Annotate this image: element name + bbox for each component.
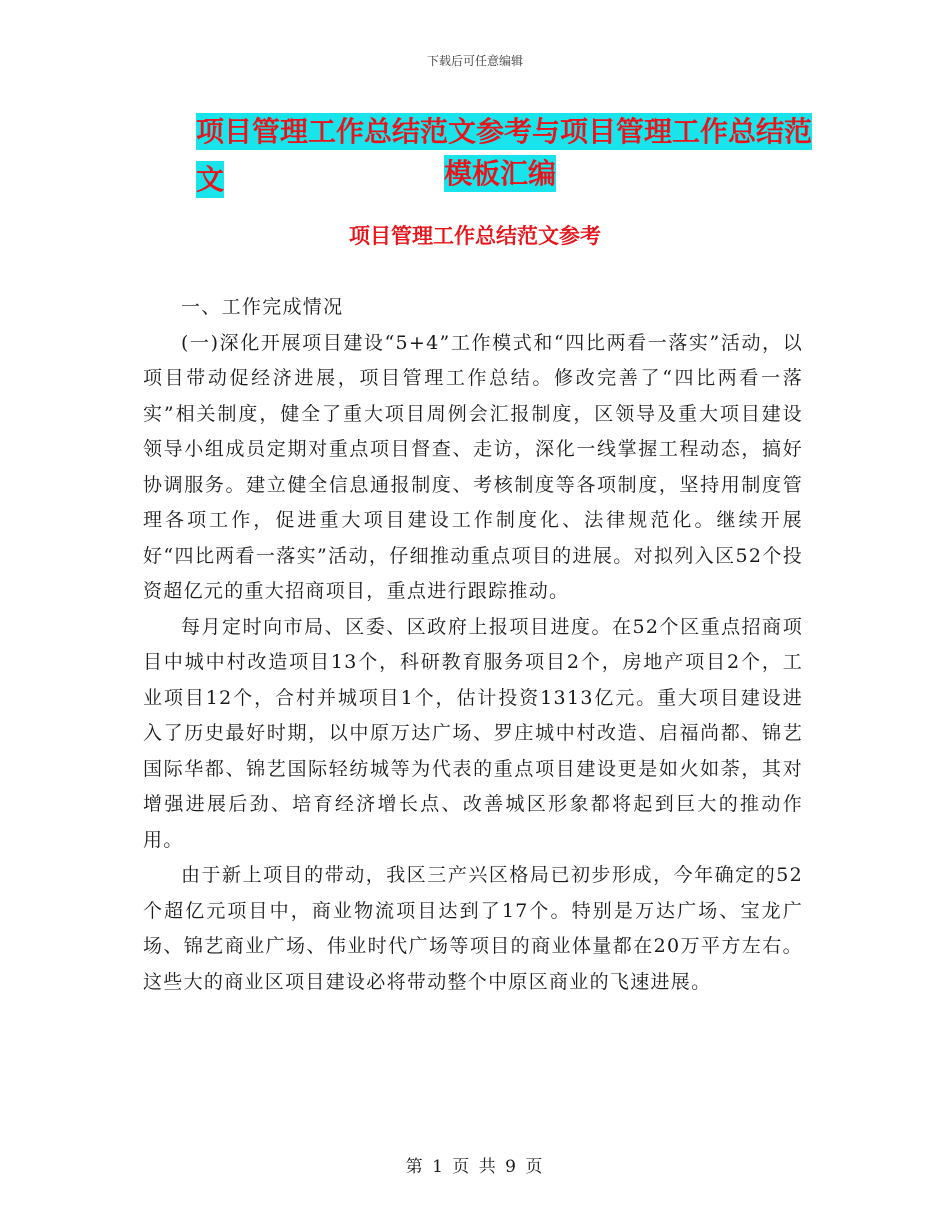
document-title-text-2: 模板汇编 <box>443 157 556 190</box>
paragraph: (一)深化开展项目建设“5+4”工作模式和“四比两看一落实”活动，以项目带动促经济进展，项目管理工作总结。修改完善了“四比两看一落实”相关制度，健全了重大项目周例会汇报制度，区领导及重大项目建设领导小组成员定期对重点项目督查、走访，深化一线掌握工程动态，搞好协调服务。建立健全信息通报制度、考核制度等各项制度，坚持用制度管理各项工作，促进重大项目建设工作制度化、法律规范化。继续开展好“四比两看一落实”活动，仔细推动重点项目的进展。对拟列入区52个投资超亿元的重大招商项目，重点进行跟踪推动。 <box>143 331 803 602</box>
document-title-line-2 <box>120 150 880 198</box>
paragraph-heading: 一、工作完成情况 <box>181 296 344 318</box>
paragraph: 由于新上项目的带动，我区三产兴区格局已初步形成，今年确定的52个超亿元项目中，商业物流项目达到了17个。特别是万达广场、宝龙广场、锦艺商业广场、伟业时代广场等项目的商业体量都在20万平方左右。这些大的商业区项目建设必将带动整个中原区商业的飞速进展。 <box>143 864 803 993</box>
header-note: 下载后可任意编辑 <box>426 54 523 68</box>
section-title: 项目管理工作总结范文参考 <box>349 224 601 248</box>
paragraph: 每月定时向市局、区委、区政府上报项目进度。在52个区重点招商项目中城中村改造项目13个，科研教育服务项目2个，房地产项目2个，工业项目12个，合村并城项目1个，估计投资1313亿元。重大项目建设进入了历史最好时期，以中原万达广场、罗庄城中村改造、启福尚都、锦艺国际华都、锦艺国际轻纺城等为代表的重点项目建设更是如火如荼，其对增强进展后劲、培育经济增长点、改善城区形象都将起到巨大的推动作用。 <box>143 615 803 851</box>
document-body <box>143 290 803 1000</box>
document-title-text-1: 项目管理工作总结范文参考与项目管理工作总结范文 <box>196 115 813 196</box>
page-footer: 第 1 页 共 9 页 <box>405 1157 545 1177</box>
